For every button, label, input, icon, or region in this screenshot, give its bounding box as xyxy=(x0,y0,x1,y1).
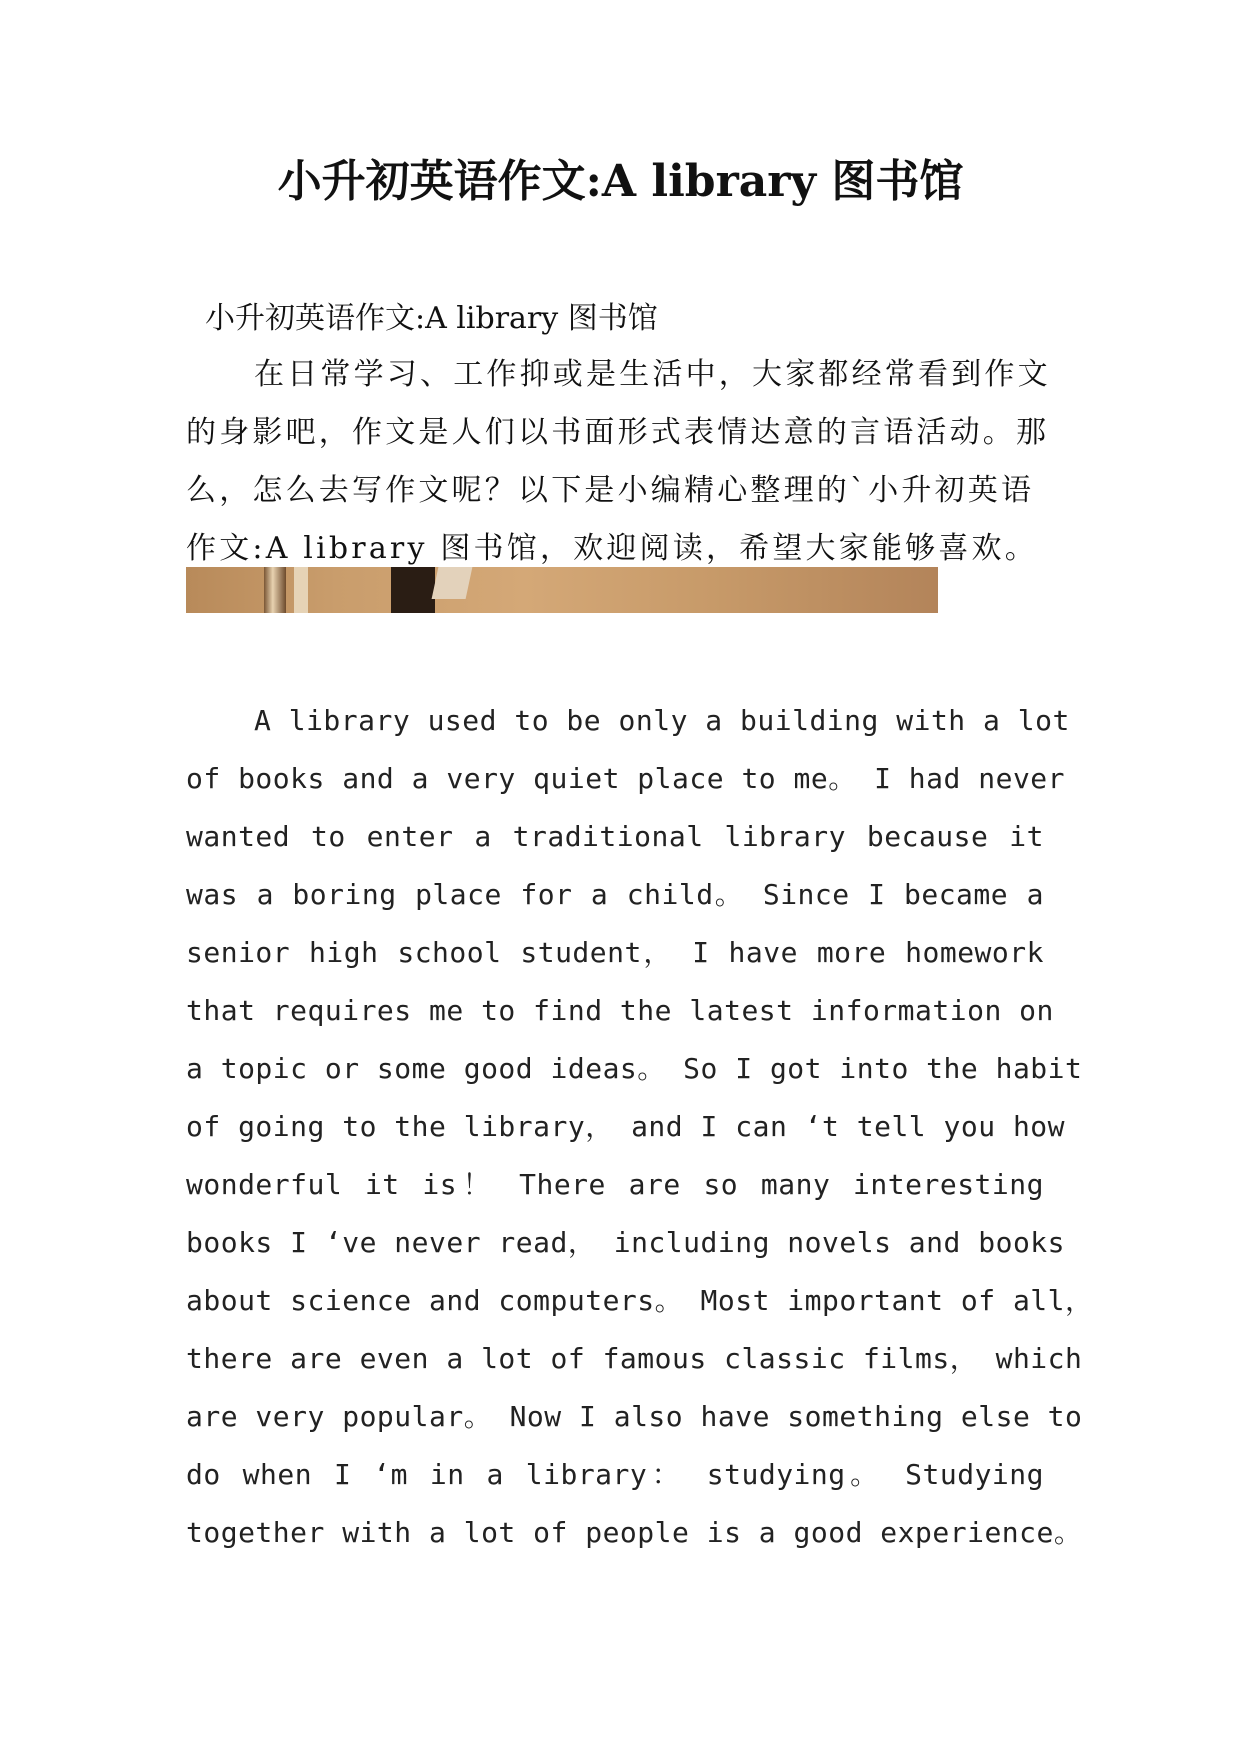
intro-line: 作文:A library 图书馆，欢迎阅读，希望大家能够喜欢。 xyxy=(186,531,1038,566)
body-line: there are even a lot of famous classic films， which xyxy=(186,1342,1083,1375)
body-line: that requires me to find the latest information on xyxy=(186,994,1054,1027)
body-line: a topic or some good ideas。 So I got into the habit xyxy=(186,1052,1083,1085)
body-line: together with a lot of people is a good experience。 xyxy=(186,1516,1083,1549)
body-line: books I ‘ve never read， including novels and books xyxy=(186,1226,1066,1259)
photo-shelf-detail xyxy=(294,567,308,613)
article-subtitle: 小升初英语作文:A library 图书馆 xyxy=(205,301,658,336)
intro-paragraph xyxy=(186,346,1056,578)
body-line: senior high school student， I have more homework xyxy=(186,936,1044,969)
photo-book-detail xyxy=(432,567,473,599)
photo-shelf-detail xyxy=(264,567,286,613)
body-line: wonderful it is！ There are so many interesting xyxy=(186,1168,1044,1201)
body-line: was a boring place for a child。 Since I became a xyxy=(186,878,1044,911)
essay-body xyxy=(186,692,1094,1562)
body-line: are very popular。 Now I also have something else to xyxy=(186,1400,1083,1433)
body-line: A library used to be only a building with a lot xyxy=(254,704,1070,737)
photo-shelf-detail xyxy=(391,567,435,613)
body-line: wanted to enter a traditional library because it xyxy=(186,820,1044,853)
page-title: 小升初英语作文:A library 图书馆 xyxy=(277,156,964,207)
intro-line: 么，怎么去写作文呢？以下是小编精心整理的`小升初英语 xyxy=(186,473,1035,508)
body-line: do when I ‘m in a library： studying。 Studying xyxy=(186,1458,1044,1491)
intro-line: 的身影吧，作文是人们以书面形式表情达意的言语活动。那 xyxy=(186,415,1050,450)
body-line: about science and computers。 Most important of all， xyxy=(186,1284,1094,1317)
intro-line: 在日常学习、工作抑或是生活中，大家都经常看到作文 xyxy=(254,357,1051,392)
body-line: of books and a very quiet place to me。 I had never xyxy=(186,762,1066,795)
body-line: of going to the library， and I can ‘t tell you how xyxy=(186,1110,1066,1143)
library-photo xyxy=(186,567,938,613)
